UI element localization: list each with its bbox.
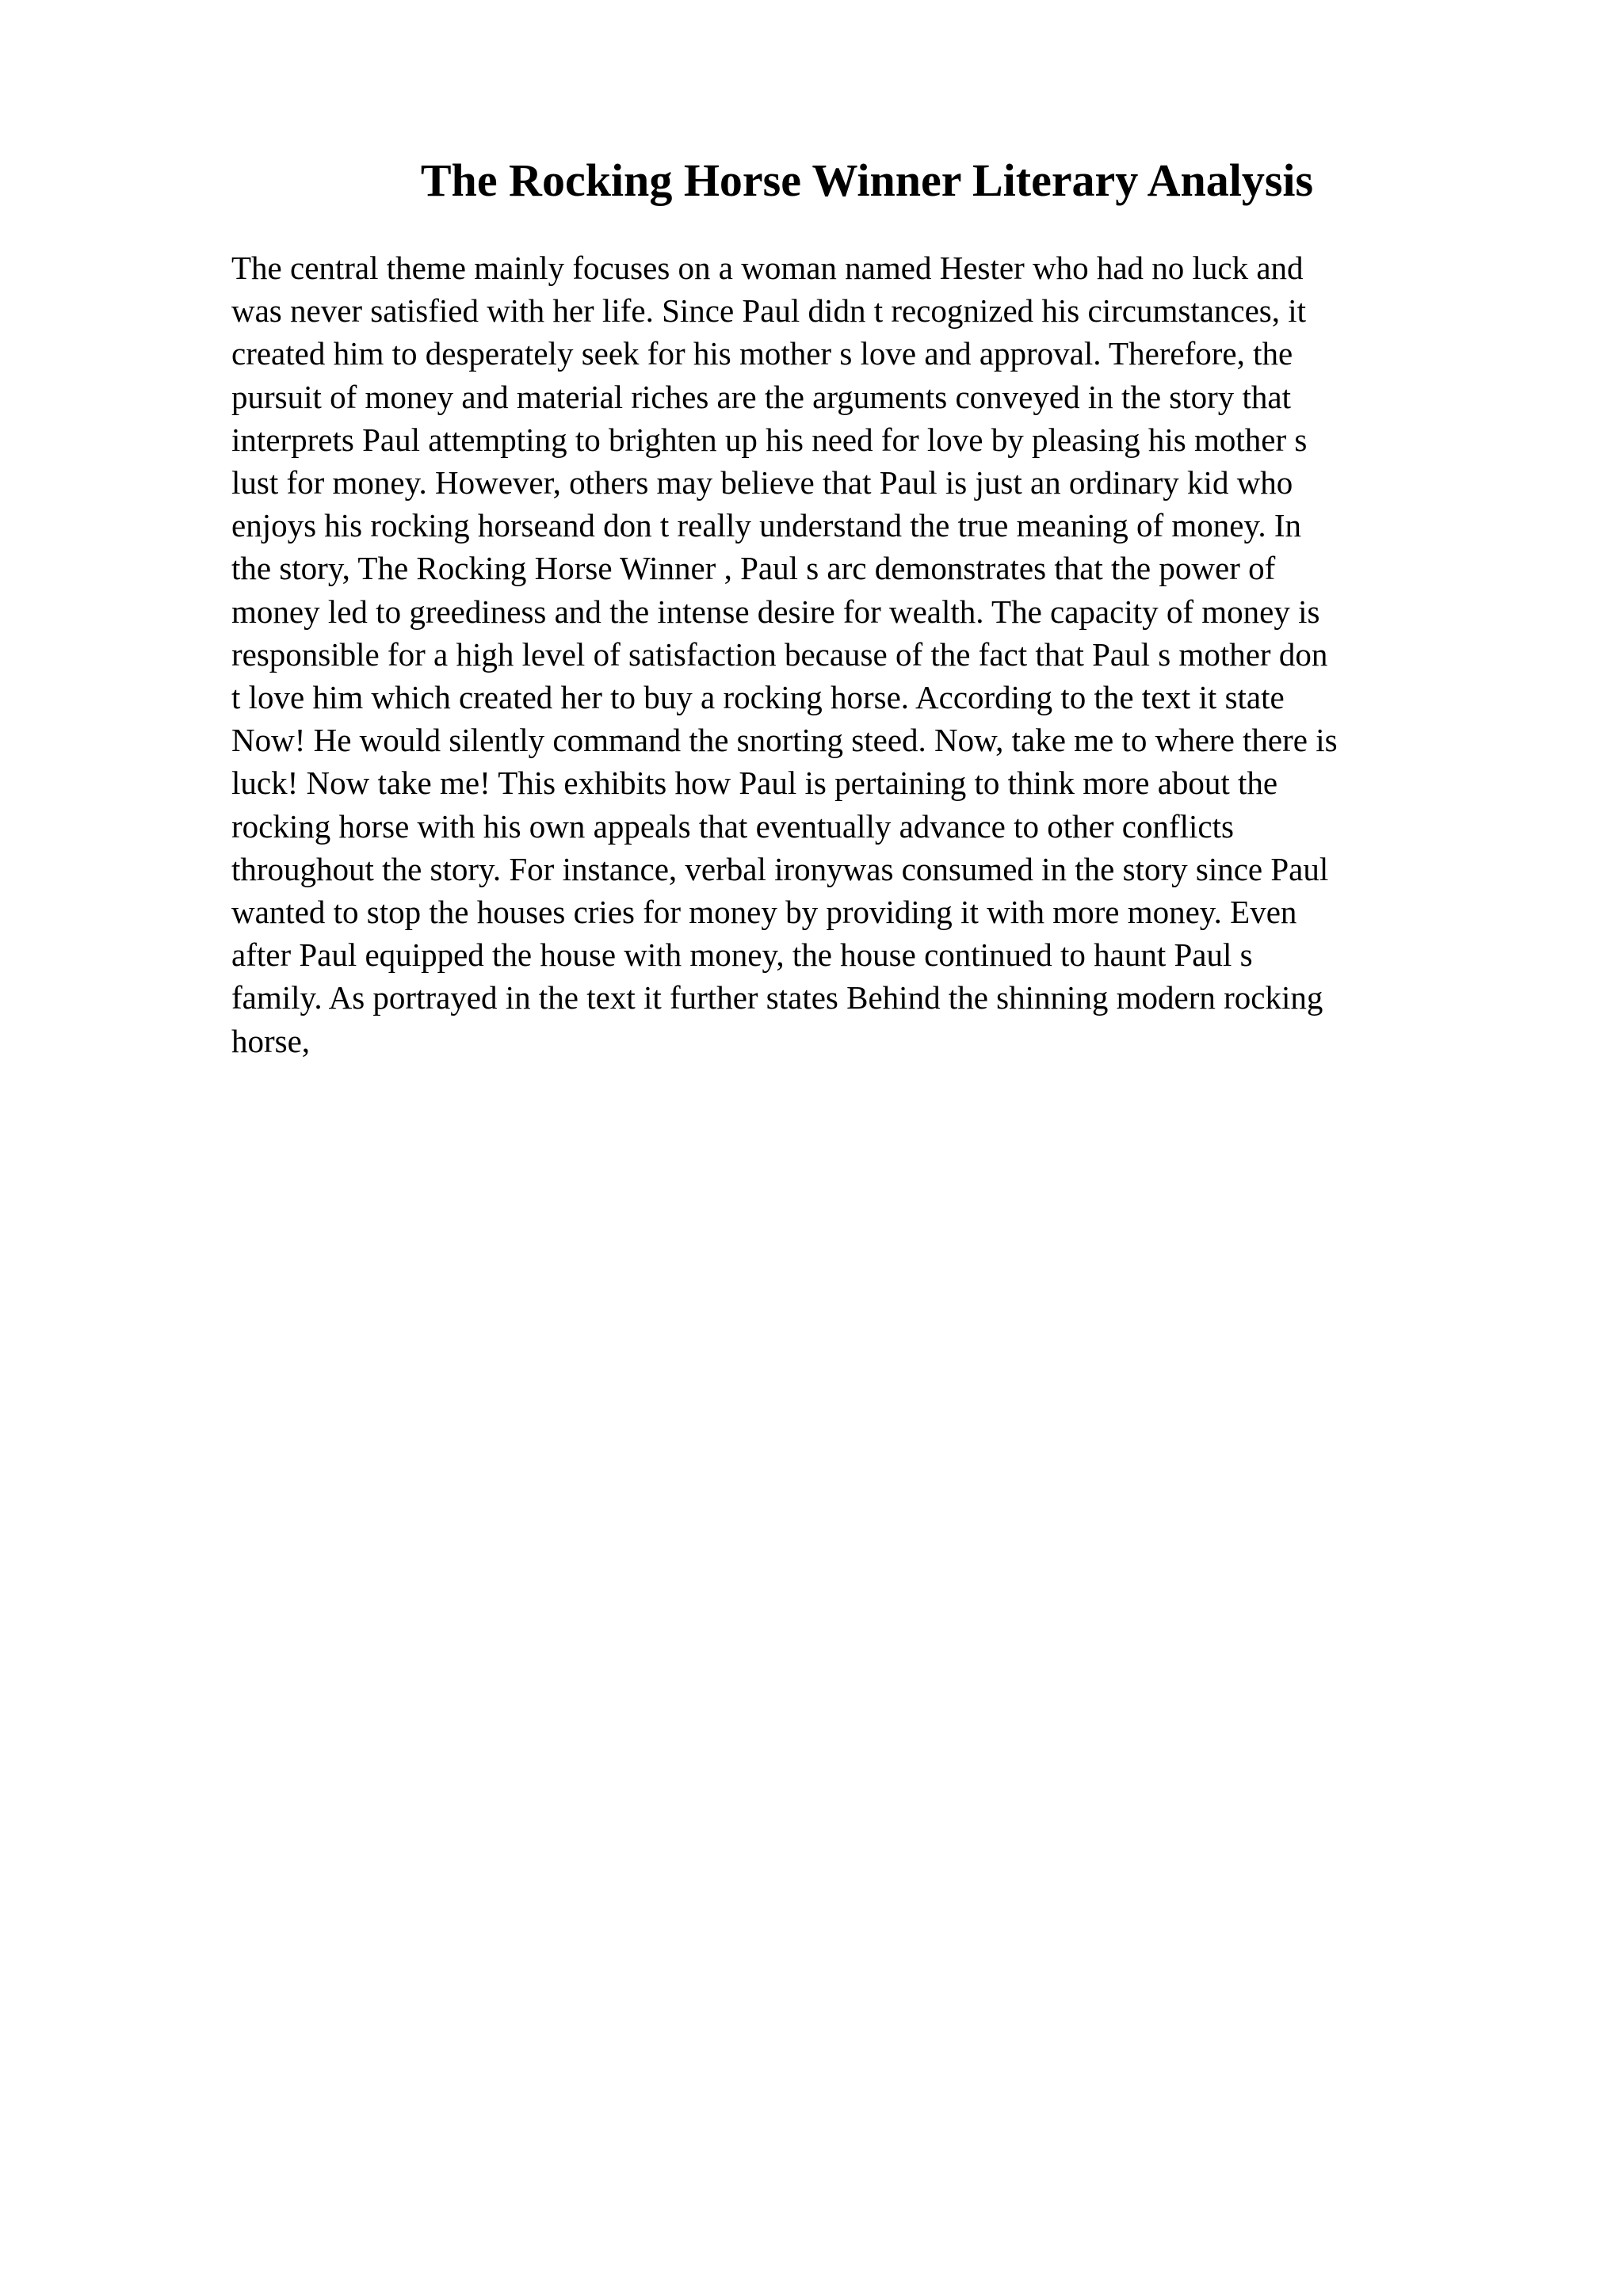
- paragraph-line: t love him which created her to buy a rocking horse. According to the text it state: [231, 679, 1285, 716]
- paragraph-line: money led to greediness and the intense desire for wealth. The capacity of money is: [231, 593, 1320, 630]
- paragraph-line: was never satisfied with her life. Since Paul didn t recognized his circumstances, it: [231, 292, 1307, 330]
- paragraph-line: interprets Paul attempting to brighten up his need for love by pleasing his mother s: [231, 421, 1308, 458]
- paragraph-line: created him to desperately seek for his mother s love and approval. Therefore, the: [231, 335, 1293, 372]
- paragraph-line: throughout the story. For instance, verbal ironywas consumed in the story since Paul: [231, 850, 1329, 887]
- page-title: The Rocking Horse Winner Literary Analysis: [420, 154, 1314, 206]
- paragraph-line: rocking horse with his own appeals that eventually advance to other conflicts: [231, 807, 1234, 845]
- paragraph-line: after Paul equipped the house with money, the house continued to haunt Paul s: [231, 936, 1253, 974]
- paragraph-line: The central theme mainly focuses on a woman named Hester who had no luck and: [231, 250, 1304, 286]
- body-paragraph: [231, 246, 1515, 1062]
- paragraph-line: horse,: [231, 1022, 311, 1059]
- paragraph-line: Now! He would silently command the snorting steed. Now, take me to where there is: [231, 722, 1338, 759]
- paragraph-line: wanted to stop the houses cries for money by providing it with more money. Even: [231, 894, 1297, 931]
- paragraph-line: pursuit of money and material riches are the arguments conveyed in the story that: [231, 378, 1292, 415]
- paragraph-line: responsible for a high level of satisfaction because of the fact that Paul s mother don: [231, 635, 1328, 673]
- paragraph-line: the story, The Rocking Horse Winner , Paul s arc demonstrates that the power of: [231, 550, 1276, 587]
- paragraph-line: lust for money. However, others may believe that Paul is just an ordinary kid who: [231, 464, 1293, 502]
- paragraph-line: family. As portrayed in the text it further states Behind the shinning modern rocking: [231, 979, 1323, 1016]
- paragraph-line: enjoys his rocking horseand don t really understand the true meaning of money. In: [231, 507, 1301, 544]
- paragraph-line: luck! Now take me! This exhibits how Paul is pertaining to think more about the: [231, 765, 1278, 802]
